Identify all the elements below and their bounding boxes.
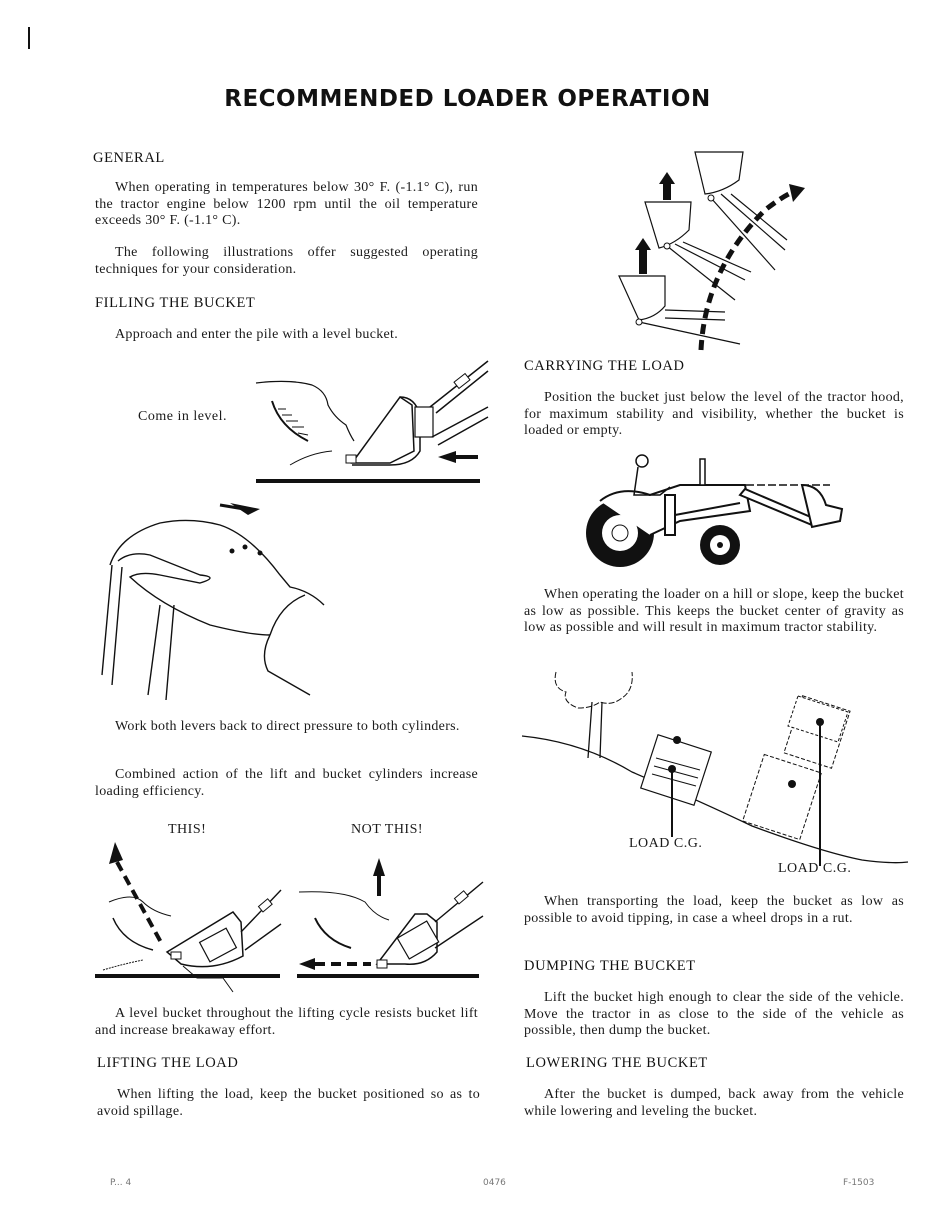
filling-paragraph-3 [95,767,478,800]
page-title: RECOMMENDED LOADER OPERATION [224,86,711,112]
footer-center: 0476 [483,1178,506,1188]
figure-label-not-this: NOT THIS! [351,822,424,837]
dumping-paragraph-1 [524,990,904,1040]
figure-this-correct-technique [93,842,283,982]
filling-paragraph-4 [95,1006,478,1039]
filling-text-3: Combined action of the lift and bucket cylinders increase loading efficiency. [95,767,478,799]
general-paragraph-1 [95,180,478,230]
carrying-text-2: When operating the loader on a hill or slope, keep the bucket as low as possible. This keeps the bucket center of gravity as low as possible and will result in maximum tractor stability. [524,587,904,635]
figure-label-come-in-level: Come in level. [138,409,228,424]
lifting-paragraph-1 [97,1087,480,1120]
figure-label-this: THIS! [168,822,207,837]
carrying-paragraph-2 [524,587,904,637]
general-text-2: The following illustrations offer suggested operating techniques for your consideration. [95,245,478,277]
general-text-1: When operating in temperatures below 30° F. (-1.1° C), run the tractor engine below 1200 rpm until the oil temperature exceeds 30° F. (-1.1° C). [95,180,478,228]
figure-come-in-level [250,355,490,485]
carrying-paragraph-1 [524,390,904,440]
carrying-text-3: When transporting the load, keep the bucket as low as possible to avoid tipping, in case a wheel drops in a rut. [524,894,904,926]
ground-line-not-this [297,974,479,978]
filling-text-4: A level bucket throughout the lifting cycle resists bucket lift and increase breakaway effort. [95,1006,478,1038]
lowering-text-1: After the bucket is dumped, back away from the vehicle while lowering and leveling the bucket. [524,1087,904,1119]
figure-hillside-cg [522,662,912,872]
ground-line-this [95,974,280,978]
filling-paragraph-2 [95,719,478,736]
filling-text-1: Approach and enter the pile with a level bucket. [115,327,399,342]
heading-filling-bucket: FILLING THE BUCKET [95,295,256,311]
footer-left: P... 4 [110,1178,132,1188]
figure-not-this-incorrect-technique [295,852,485,977]
figure-lift-sequence [615,150,905,340]
lowering-paragraph-1 [524,1087,904,1120]
filling-paragraph-1 [95,327,478,344]
dumping-text-1: Lift the bucket high enough to clear the side of the vehicle. Move the tractor in as close to the side of the vehicle as possible, then dump the bucket. [524,990,904,1038]
cg-label-2: LOAD C.G. [778,861,852,876]
carrying-paragraph-3 [524,894,904,927]
cg-label-1: LOAD C.G. [629,836,703,851]
margin-mark [28,27,30,49]
footer-right: F-1503 [843,1178,875,1188]
heading-dumping-bucket: DUMPING THE BUCKET [524,958,696,974]
heading-lowering-bucket: LOWERING THE BUCKET [526,1055,708,1071]
figure-tractor-carrying [580,455,850,567]
filling-text-2: Work both levers back to direct pressure to both cylinders. [115,719,460,734]
lifting-text-1: When lifting the load, keep the bucket positioned so as to avoid spillage. [97,1087,480,1119]
heading-general: GENERAL [93,150,165,166]
carrying-text-1: Position the bucket just below the level of the tractor hood, for maximum stability and visibility, whether the bucket is loaded or empty. [524,390,904,438]
figure-hand-levers [100,495,320,705]
heading-lifting-load: LIFTING THE LOAD [97,1055,239,1071]
general-paragraph-2 [95,245,478,278]
heading-carrying-load: CARRYING THE LOAD [524,358,685,374]
